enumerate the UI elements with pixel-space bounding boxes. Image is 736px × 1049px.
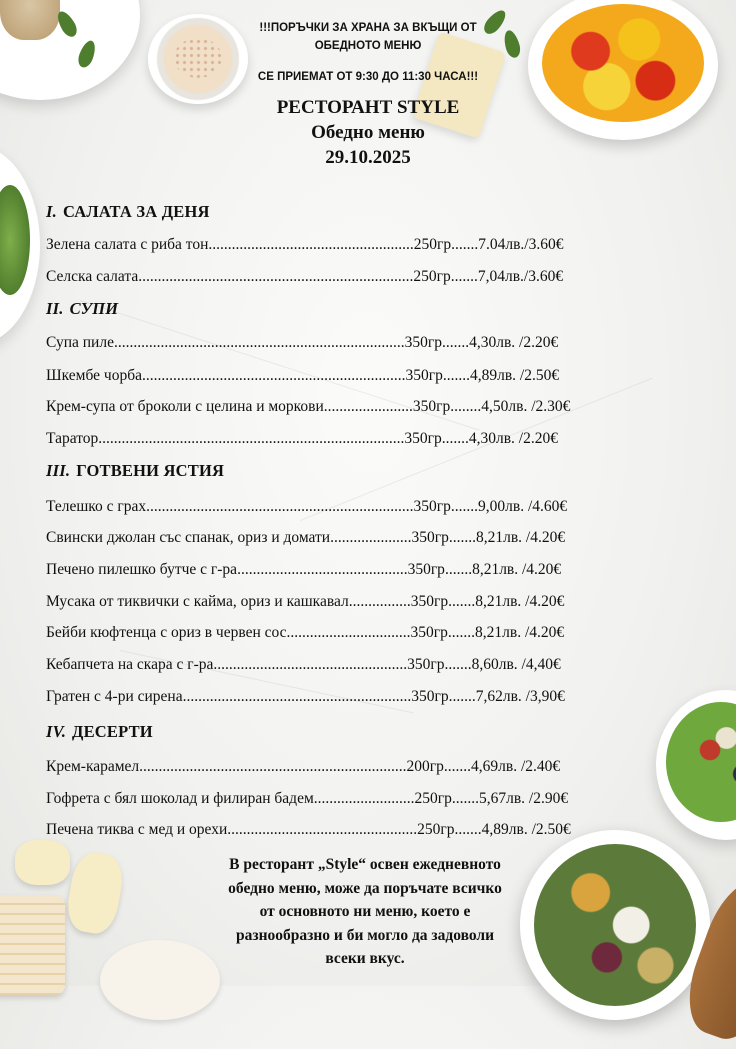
section-heading — [46, 299, 118, 319]
menu-item — [46, 820, 706, 840]
item-weight: 350гр — [411, 529, 449, 546]
item-price: .......8,60лв. /4,40€ — [444, 656, 561, 673]
item-dots: .......................... — [313, 790, 415, 807]
item-dots: ................................ — [286, 624, 411, 641]
section-title: СУПИ — [69, 299, 119, 318]
item-price: .......7.04лв./3.60€ — [451, 236, 564, 253]
footer-line: всеки вкус. — [325, 950, 405, 967]
menu-item — [46, 267, 706, 287]
item-name: Супа пиле — [46, 334, 114, 351]
item-name: Шкембе чорба — [46, 367, 142, 384]
footer-line: В ресторант „Style“ освен ежедневното — [229, 856, 501, 873]
menu-item — [46, 333, 706, 353]
menu-item — [46, 655, 706, 675]
item-dots: ....................................................................... — [138, 268, 414, 285]
section-title: ДЕСЕРТИ — [72, 722, 153, 741]
item-dots: ........................................................................... — [113, 334, 405, 351]
item-name: Таратор — [46, 430, 99, 447]
item-dots: ............................................ — [237, 561, 408, 578]
footer-note — [180, 853, 550, 971]
footer-line: обедно меню, може да поръчате всичко — [228, 879, 502, 897]
menu-item — [46, 687, 706, 707]
menu-item — [46, 560, 706, 580]
item-dots: ................................................. — [227, 821, 418, 838]
item-name: Кебапчета на скара с г-ра — [46, 656, 214, 673]
item-price: .......4,30лв. /2.20€ — [441, 334, 559, 351]
item-weight: 200гр — [406, 758, 444, 775]
item-name: Печено пилешко бутче с г-ра — [46, 561, 238, 578]
item-weight: 350гр — [405, 367, 443, 384]
restaurant-title: РЕСТОРАНТ STYLE — [276, 97, 460, 118]
order-notice-line: ОБЕДНОТО МЕНЮ — [314, 40, 422, 52]
item-name: Гофрета с бял шоколад и филиран бадем — [46, 790, 314, 807]
order-notice-hours: СЕ ПРИЕМАТ ОТ 9:30 ДО 11:30 ЧАСА!!! — [257, 71, 479, 83]
item-dots: ..................................................................... — [139, 758, 407, 775]
salad-plate-left-image — [0, 145, 40, 345]
item-weight: 350гр — [413, 498, 451, 515]
item-weight: 250гр — [413, 236, 452, 253]
item-price: .......4,30лв. /2.20€ — [441, 430, 558, 447]
item-weight: 350гр — [407, 561, 445, 578]
menu-item — [46, 592, 706, 612]
menu-item — [46, 623, 706, 643]
menu-item — [46, 789, 706, 809]
order-notice-line: !!!ПОРЪЧКИ ЗА ХРАНА ЗА ВКЪЩИ ОТ — [259, 22, 477, 34]
menu-item — [46, 235, 706, 255]
item-dots: ................ — [348, 593, 411, 610]
item-price: .......8,21лв. /4.20€ — [447, 624, 565, 641]
item-weight: 350гр — [412, 398, 451, 415]
menu-item — [46, 397, 706, 417]
item-price: .......8,21лв. /4.20€ — [448, 593, 565, 610]
item-name: Свински джолан със спанак, ориз и домати — [46, 529, 331, 546]
item-weight: 350гр — [404, 334, 442, 351]
item-name: Крем-супа от броколи с целина и моркови — [46, 398, 324, 415]
item-dots: .................................................. — [213, 656, 408, 673]
item-weight: 350гр — [410, 593, 449, 610]
item-weight: 350гр — [410, 624, 448, 641]
item-price: ........4,50лв. /2.30€ — [450, 398, 571, 415]
item-price: .......7,62лв. /3,90€ — [448, 688, 565, 705]
item-weight: 250гр — [413, 268, 451, 285]
menu-item — [46, 429, 706, 449]
item-name: Крем-карамел — [46, 758, 140, 775]
footer-line: от основното ни меню, което е — [259, 903, 471, 920]
item-price: .......9,00лв. /4.60€ — [450, 498, 568, 515]
item-name: Зелена салата с риба тон — [46, 236, 209, 253]
section-number: IV. — [46, 722, 67, 741]
item-name: Печена тиква с мед и орехи — [46, 821, 228, 838]
item-name: Телешко с грах — [46, 498, 147, 515]
footer-line: разнообразно и би могло да задоволи — [235, 926, 495, 944]
menu-item — [46, 528, 706, 548]
item-price: .......8,21лв. /4.20€ — [444, 561, 562, 578]
item-weight: 350гр — [411, 688, 449, 705]
item-dots: ..................................................... — [208, 236, 414, 253]
menu-item — [46, 366, 706, 386]
item-dots: .................................................................... — [141, 367, 406, 384]
menu-date: 29.10.2025 — [325, 147, 411, 168]
menu-item — [46, 757, 706, 777]
item-weight: 350гр — [404, 430, 442, 447]
section-heading — [46, 461, 224, 481]
item-price: .......5,67лв. /2.90€ — [451, 790, 569, 807]
item-price: .......8,21лв. /4.20€ — [448, 529, 566, 546]
item-name: Мусака от тиквички с кайма, ориз и кашкавал — [46, 593, 349, 610]
item-dots: ............................................................................... — [98, 430, 405, 447]
item-price: .......4,89лв. /2.50€ — [454, 821, 571, 838]
menu-item — [46, 497, 706, 517]
item-price: .......4,69лв. /2.40€ — [443, 758, 561, 775]
item-weight: 250гр — [417, 821, 455, 838]
bread-image — [0, 895, 65, 995]
item-dots: ........................................................... — [182, 688, 412, 705]
section-number: II. — [46, 299, 64, 318]
item-dots: ....................... — [323, 398, 413, 415]
item-price: .......4,89лв. /2.50€ — [442, 367, 560, 384]
section-number: III. — [46, 461, 71, 480]
section-title: САЛАТА ЗА ДЕНЯ — [62, 202, 210, 221]
item-name: Бейби кюфтенца с ориз в червен сос — [46, 624, 287, 641]
menu-subtitle: Обедно меню — [311, 122, 425, 143]
item-dots: ..................................................................... — [146, 498, 414, 515]
plate-top-left-image — [0, 0, 140, 100]
item-weight: 250гр — [414, 790, 452, 807]
section-heading — [46, 202, 210, 222]
item-name: Гратен с 4-ри сирена — [46, 688, 183, 705]
section-title: ГОТВЕНИ ЯСТИЯ — [76, 461, 225, 480]
item-price: .......7,04лв./3.60€ — [450, 268, 564, 285]
section-number: I. — [46, 202, 57, 221]
item-dots: ..................... — [330, 529, 412, 546]
item-weight: 350гр — [407, 656, 445, 673]
pepper-bowl-image — [528, 0, 718, 140]
item-name: Селска салата — [46, 268, 139, 285]
section-heading — [46, 722, 153, 742]
